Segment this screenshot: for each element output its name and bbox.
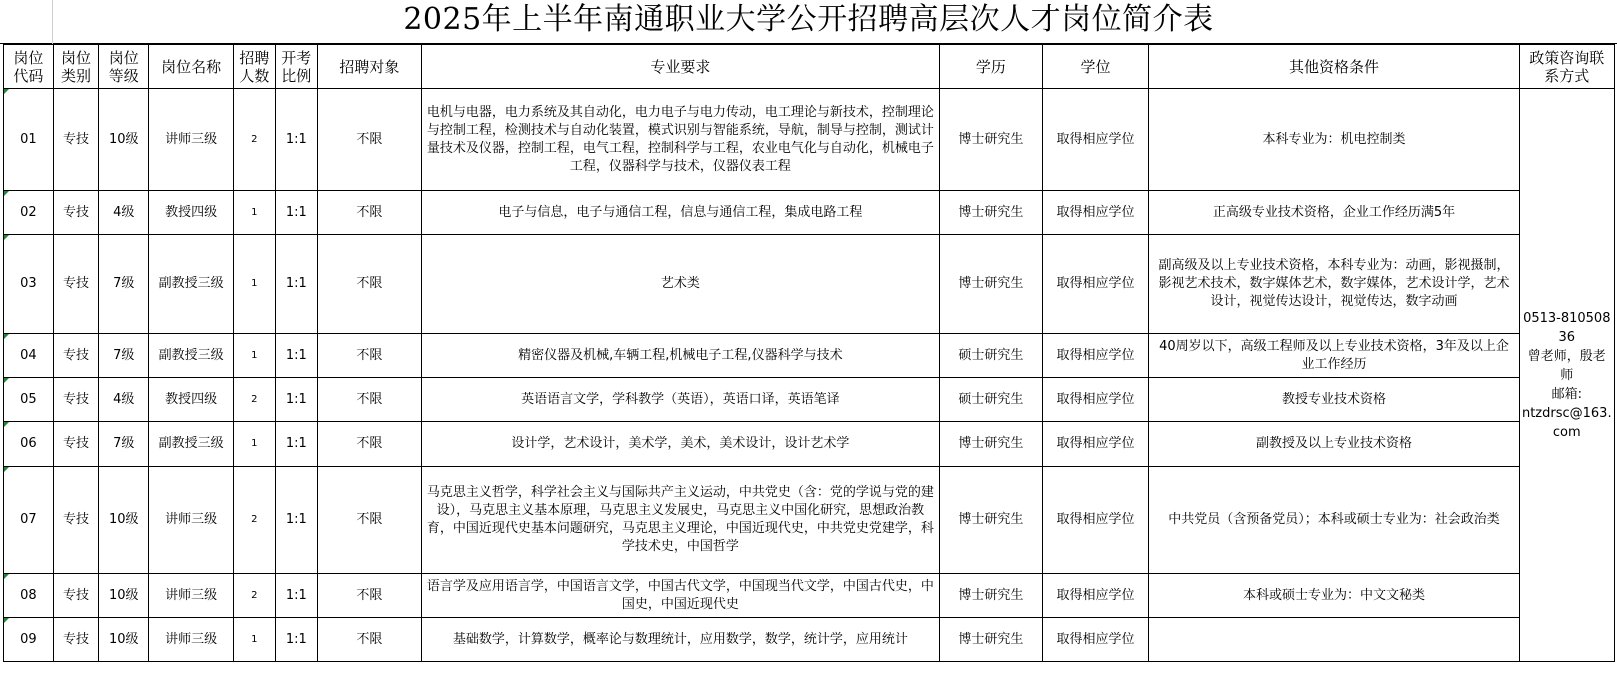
cell-comment-marker [4,378,9,383]
cell-ratio[interactable]: 1:1 [275,574,318,618]
cell-ratio[interactable]: 1:1 [275,334,318,378]
cell-count[interactable]: 2 [234,467,275,574]
cell-comment-marker [4,574,9,579]
cell-other[interactable]: 副教授及以上专业技术资格 [1149,422,1519,467]
cell-other[interactable]: 副高级及以上专业技术资格，本科专业为：动画，影视摄制，影视艺术技术，数字媒体艺术，数字媒体，艺术设计学，艺术设计，视觉传达设计，视觉传达，数字动画 [1149,235,1519,334]
cell-category[interactable]: 专技 [53,334,99,378]
cell-ratio[interactable]: 1:1 [275,89,318,191]
header-level[interactable]: 岗位等级 [99,45,149,89]
cell-comment-marker [4,235,9,240]
cell-degree[interactable]: 取得相应学位 [1042,422,1149,467]
cell-degree[interactable]: 取得相应学位 [1042,574,1149,618]
table-row [4,334,1615,378]
cell-name[interactable]: 讲师三级 [149,618,234,662]
cell-ratio[interactable]: 1:1 [275,378,318,422]
cell-ratio[interactable]: 1:1 [275,422,318,467]
cell-count[interactable]: 2 [234,574,275,618]
cell-category[interactable]: 专技 [53,422,99,467]
header-target[interactable]: 招聘对象 [318,45,422,89]
cell-level[interactable]: 10级 [99,89,149,191]
header-row [4,45,1615,89]
contact-person: 曾老师，殷老师 [1527,348,1606,383]
cell-degree[interactable]: 取得相应学位 [1042,467,1149,574]
cell-degree[interactable]: 取得相应学位 [1042,191,1149,235]
cell-category[interactable]: 专技 [53,618,99,662]
cell-name[interactable]: 讲师三级 [149,467,234,574]
cell-name[interactable]: 副教授三级 [149,334,234,378]
cell-name[interactable]: 教授四级 [149,378,234,422]
cell-major[interactable]: 精密仪器及机械,车辆工程,机械电子工程,仪器科学与技术 [421,334,939,378]
cell-education[interactable]: 博士研究生 [940,89,1043,191]
cell-level[interactable]: 10级 [99,618,149,662]
cell-name[interactable]: 副教授三级 [149,235,234,334]
cell-comment-marker [4,618,9,623]
cell-category[interactable]: 专技 [53,89,99,191]
cell-other[interactable]: 本科或硕士专业为：中文文秘类 [1149,574,1519,618]
cell-code-text: 07 [20,512,37,527]
cell-degree[interactable]: 取得相应学位 [1042,235,1149,334]
title-row [0,0,1617,44]
header-contact[interactable]: 政策咨询联系方式 [1519,45,1614,89]
cell-comment-marker [4,467,9,472]
cell-major[interactable]: 基础数学，计算数学，概率论与数理统计，应用数学，数学，统计学，应用统计 [421,618,939,662]
cell-target[interactable]: 不限 [318,467,422,574]
cell-level[interactable]: 4级 [99,191,149,235]
header-other[interactable]: 其他资格条件 [1149,45,1519,89]
cell-name[interactable]: 讲师三级 [149,89,234,191]
cell-target[interactable]: 不限 [318,191,422,235]
header-count[interactable]: 招聘人数 [234,45,275,89]
cell-degree[interactable]: 取得相应学位 [1042,618,1149,662]
cell-category[interactable]: 专技 [53,235,99,334]
cell-name[interactable]: 讲师三级 [149,574,234,618]
table-row [4,467,1615,574]
cell-degree[interactable]: 取得相应学位 [1042,89,1149,191]
cell-count[interactable]: 1 [234,235,275,334]
contact-email: ntzdrsc@163.com [1521,405,1612,440]
cell-major[interactable]: 马克思主义哲学，科学社会主义与国际共产主义运动，中共党史（含：党的学说与党的建设），马克思主义基本原理，马克思主义发展史，马克思主义中国化研究，思想政治教育，中国近现代史基本问题研究，马克思主义理论，中国近现代史，中共党史党建学，科学技术史，中国哲学 [421,467,939,574]
cell-code-text: 01 [20,131,37,147]
cell-ratio[interactable]: 1:1 [275,235,318,334]
cell-target[interactable]: 不限 [318,618,422,662]
cell-target[interactable]: 不限 [318,334,422,378]
cell-category[interactable]: 专技 [53,378,99,422]
cell-code[interactable] [4,422,54,467]
cell-comment-marker [4,191,9,196]
cell-degree[interactable]: 取得相应学位 [1042,378,1149,422]
cell-count[interactable]: 1 [234,191,275,235]
header-major[interactable]: 专业要求 [421,45,939,89]
table-row [4,235,1615,334]
cell-level[interactable]: 7级 [99,235,149,334]
cell-level[interactable]: 7级 [99,422,149,467]
cell-degree[interactable]: 取得相应学位 [1042,334,1149,378]
cell-code-text: 05 [20,391,37,407]
header-education[interactable]: 学历 [940,45,1043,89]
cell-code[interactable] [4,574,54,618]
cell-code[interactable] [4,235,54,334]
table-row [4,574,1615,618]
cell-comment-marker [4,334,9,339]
contact-phone: 0513-81050836 [1523,310,1611,345]
cell-major[interactable]: 英语语言文学，学科教学（英语），英语口译，英语笔译 [421,378,939,422]
cell-level[interactable]: 10级 [99,574,149,618]
cell-code-text: 04 [20,347,37,363]
cell-code-text: 09 [20,631,37,647]
cell-category[interactable]: 专技 [53,467,99,574]
cell-education[interactable]: 博士研究生 [940,422,1043,467]
cell-code[interactable] [4,467,54,574]
cell-target[interactable]: 不限 [318,422,422,467]
cell-major[interactable]: 语言学及应用语言学，中国语言文学，中国古代文学，中国现当代文学，中国古代史，中国史，中国近现代史 [421,574,939,618]
cell-code[interactable] [4,378,54,422]
cell-count[interactable]: 2 [234,378,275,422]
cell-major[interactable]: 电子与信息，电子与通信工程，信息与通信工程，集成电路工程 [421,191,939,235]
cell-category[interactable]: 专技 [53,574,99,618]
header-ratio[interactable]: 开考比例 [275,45,318,89]
cell-code-text: 06 [20,436,37,451]
cell-ratio[interactable]: 1:1 [275,618,318,662]
cell-code-text: 08 [20,587,37,603]
cell-ratio[interactable]: 1:1 [275,191,318,235]
cell-target[interactable]: 不限 [318,378,422,422]
cell-major[interactable]: 电机与电器，电力系统及其自动化，电力电子与电力传动，电工理论与新技术，控制理论与控制工程，检测技术与自动化装置，模式识别与智能系统，导航，制导与控制，测试计量技术及仪器，控制工程，电气工程，控制科学与工程，农业电气化与自动化，机械电子工程，仪器科学与技术，仪器仪表工程 [421,89,939,191]
cell-other[interactable]: 教授专业技术资格 [1149,378,1519,422]
cell-other[interactable]: 正高级专业技术资格，企业工作经历满5年 [1149,191,1519,235]
cell-code-text: 03 [20,276,37,291]
cell-count[interactable]: 1 [234,422,275,467]
cell-contact[interactable] [1519,89,1614,662]
cell-count[interactable]: 1 [234,618,275,662]
cell-education[interactable]: 硕士研究生 [940,334,1043,378]
position-table [3,44,1615,662]
cell-name[interactable]: 副教授三级 [149,422,234,467]
cell-code[interactable] [4,618,54,662]
cell-target[interactable]: 不限 [318,574,422,618]
cell-ratio[interactable]: 1:1 [275,467,318,574]
cell-level[interactable]: 4级 [99,378,149,422]
cell-other[interactable]: 本科专业为：机电控制类 [1149,89,1519,191]
cell-education[interactable]: 博士研究生 [940,574,1043,618]
header-name[interactable]: 岗位名称 [149,45,234,89]
table-row [4,422,1615,467]
cell-major[interactable]: 艺术类 [421,235,939,334]
cell-comment-marker [4,89,9,94]
cell-education[interactable]: 博士研究生 [940,618,1043,662]
cell-education[interactable]: 博士研究生 [940,235,1043,334]
cell-other[interactable]: 中共党员（含预备党员）；本科或硕士专业为：社会政治类 [1149,467,1519,574]
contact-email-label: 邮箱: [1551,386,1582,402]
cell-code-text: 02 [20,204,37,220]
cell-code[interactable] [4,191,54,235]
cell-comment-marker [4,422,9,427]
header-code[interactable]: 岗位代码 [4,45,54,89]
cell-education[interactable]: 博士研究生 [940,191,1043,235]
cell-target[interactable]: 不限 [318,235,422,334]
cell-count[interactable]: 1 [234,334,275,378]
cell-other[interactable] [1149,618,1519,662]
cell-category[interactable]: 专技 [53,191,99,235]
table-row [4,618,1615,662]
cell-education[interactable]: 博士研究生 [940,467,1043,574]
cell-code[interactable] [4,334,54,378]
cell-education[interactable]: 硕士研究生 [940,378,1043,422]
header-category[interactable]: 岗位类别 [53,45,99,89]
cell-code[interactable] [4,89,54,191]
cell-name[interactable]: 教授四级 [149,191,234,235]
cell-target[interactable]: 不限 [318,89,422,191]
table-row [4,89,1615,191]
cell-other[interactable]: 40周岁以下，高级工程师及以上专业技术资格，3年及以上企业工作经历 [1149,334,1519,378]
cell-level[interactable]: 7级 [99,334,149,378]
header-degree[interactable]: 学位 [1042,45,1149,89]
table-title: 2025年上半年南通职业大学公开招聘高层次人才岗位简介表 [403,2,1214,37]
cell-level[interactable]: 10级 [99,467,149,574]
cell-count[interactable]: 2 [234,89,275,191]
cell-major[interactable]: 设计学，艺术设计，美术学，美术，美术设计，设计艺术学 [421,422,939,467]
table-row [4,191,1615,235]
table-row [4,378,1615,422]
